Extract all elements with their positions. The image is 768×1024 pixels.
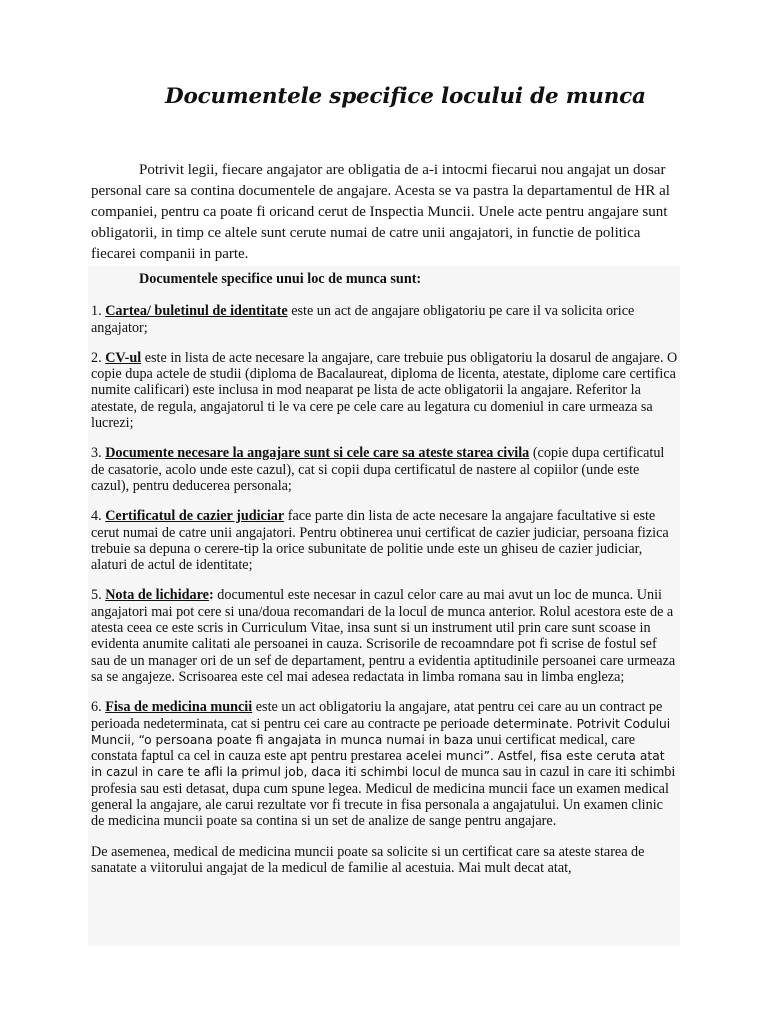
item-title: Documente necesare la angajare sunt si cele care sa ateste starea civila (105, 445, 530, 462)
item-text: este un act de angajare obligatoriu pe care il va solicita orice angajator; (91, 303, 635, 336)
item-number: 3. (91, 445, 106, 462)
item-number: 4. (91, 508, 106, 525)
page-title: Documentele specifice locului de munca (165, 84, 646, 109)
documents-list-panel (88, 266, 680, 946)
list-item-3 (91, 445, 678, 494)
list-item-5 (91, 587, 678, 685)
item-number: 6. (91, 699, 106, 716)
item-title: Cartea/ buletinul de identitate (105, 303, 288, 320)
list-item-2 (91, 350, 678, 431)
list-item-1 (91, 303, 678, 336)
item-number: 1. (91, 303, 106, 320)
item-text: este un act obligatoriu la angajare, atat pentru cei care au un contract pe perioada nedeterminata, cat si pentru cei care au contracte pe perioade (91, 699, 663, 732)
item-quote-text: determinate. Potrivit Codului Muncii, “o persoana poate fi angajata in munca numai in baza (91, 716, 671, 747)
item-text: este in lista de acte necesare la angajare, care trebuie pus obligatoriu la dosarul de angajare. O copie dupa actele de studii (diploma de Bacalaureat, diploma de licenta, atestate, diplome care certifica numite calificari) este inclusa in mod neaparat pe lista de acte obligatorii la angajare. Referitor la atestate, de regula, angajatorul ti le va cere pe cele care au legatura cu domeniul in care urmeaza sa lucrezi; (91, 349, 678, 432)
item-text-end: de munca sau in cazul in care iti schimbi profesia sau esti detasat, dupa cum spune legea. Medicul de medicina muncii face un examen medical general la angajare, ale carui rezultate vor fi trecute in fisa personala a angajatului. Un examen clinic de medicina muncii poate sa contina si un set de analize de sange pentru angajare. (91, 764, 676, 830)
item-text: documentul este necesar in cazul celor care au mai avut un loc de munca. Unii angajatori mai pot cere si una/doua recomandari de la locul de munca anterior. Rolul acestora este de a atesta ceea ce este scris in Curriculum Vitae, insa sunt si un instrument util prin care sunt scoase in evidenta anumite calitati ale persoanei in cauza. Scrisorile de recoamndare pot fi scrise de fostul sef sau de un manager ori de un sef de departament, pentru a evidentia aptitudinile persoanei care urmeaza sa se angajeze. Scrisoarea este cel mai adesea redactata in limba romana sau in limba engleza; (91, 587, 676, 685)
item-number: 5. (91, 587, 106, 604)
list-item-6 (91, 699, 678, 829)
intro-section (91, 160, 681, 265)
item-title: Certificatul de cazier judiciar (105, 508, 285, 525)
item-text: (copie dupa certificatul de casatorie, acolo unde este cazul), cat si copii dupa certificatul de nastere al copiilor (unde este cazul), pentru deducerea personala; (91, 445, 665, 494)
item-text: face parte din lista de acte necesare la angajare facultative si este cerut numai de catre unii angajatori. Pentru obtinerea unui certificat de cazier judiciar, persoana fizica trebuie sa depuna o cerere-tip la orice subunitate de politie unde este un ghiseu de cazier judiciar, alaturi de actul de identitate; (91, 508, 669, 574)
item-title: Fisa de medicina muncii (105, 699, 253, 716)
closing-paragraph: De asemenea, medical de medicina muncii poate sa solicite si un certificat care sa ateste starea de sanatate a viitorului angajat de la medicul de familie al acestuia. Mai mult decat atat, (91, 843, 645, 876)
list-item-4 (91, 508, 678, 573)
item-title: CV-ul (105, 349, 142, 366)
list-subheading: Documentele specifice unui loc de munca sunt: (139, 271, 422, 287)
intro-paragraph: Potrivit legii, fiecare angajator are obligatia de a-i intocmi fiecarui nou angajat un dosar personal care sa contina documentele de angajare. Acesta se va pastra la departamentul de HR al companiei, pentru ca poate fi oricand cerut de Inspectia Muncii. Unele acte pentru angajare sunt obligatorii, in timp ce altele sunt cerute numai de catre unii angajatori, in functie de politica fiecarei companii in parte. (91, 162, 670, 262)
item-text-continued: unui certificat medical, care constata faptul ca cel in cauza este apt pentru prestarea (91, 731, 636, 765)
item-title-colon: : (208, 587, 214, 604)
item-number: 2. (91, 349, 106, 366)
item-title: Nota de lichidare (105, 587, 209, 604)
item-quote-text-continued: acelei munci”. Astfel, fisa este ceruta atat in cazul in care te afli la primul job, daca iti schimbi locul (91, 749, 665, 780)
